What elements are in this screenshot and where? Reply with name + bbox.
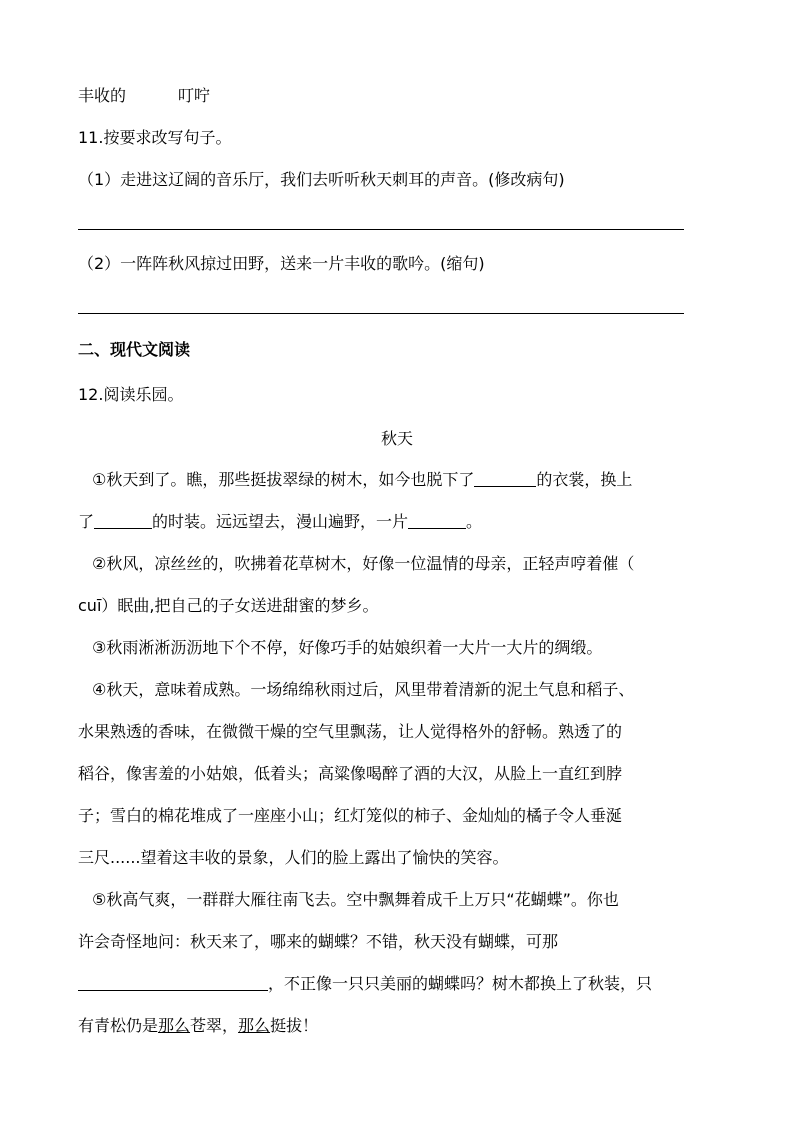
answer-line-1[interactable] (78, 229, 684, 230)
question-11-sentence-2: （2）一阵阵秋风掠过田野，送来一片丰收的歌吟。(缩句) (78, 254, 485, 273)
question-11-sentence-1: （1）走进这辽阔的音乐厅，我们去听听秋天刺耳的声音。(修改病句) (78, 170, 565, 189)
paragraph-1-line-1: ①秋天到了。瞧，那些挺拔翠绿的树木，如今也脱下了 的衣裳，换上 (92, 470, 633, 489)
paragraph-2-line-2: cuī）眠曲,把自己的子女送进甜蜜的梦乡。 (78, 596, 379, 615)
question-11-title: 11.按要求改写句子。 (78, 128, 232, 147)
paragraph-2-line-1: ②秋风，凉丝丝的，吹拂着花草树木，好像一位温情的母亲，正轻声哼着催（ (92, 554, 635, 573)
article-title: 秋天 (380, 429, 413, 448)
fill-blank-1[interactable] (474, 470, 536, 487)
paragraph-3: ③秋雨淅淅沥沥地下个不停，好像巧手的姑娘织着一大片一大片的绸缎。 (92, 638, 603, 657)
underlined-word-1: 那么 (158, 1016, 191, 1035)
paragraph-4-line-5: 三尺......望着这丰收的景象，人们的脸上露出了愉快的笑容。 (78, 848, 509, 867)
fill-blank-2[interactable] (94, 512, 152, 529)
paragraph-1-line-2: 了 的时装。远远望去，漫山遍野，一片 。 (78, 512, 483, 531)
word-pair-row (78, 86, 210, 106)
article-body (78, 470, 718, 1036)
paragraph-4-line-4: 子；雪白的棉花堆成了一座座小山；红灯笼似的柿子、金灿灿的橘子令人垂涎 (78, 806, 623, 825)
fill-blank-4[interactable] (78, 974, 268, 991)
underlined-word-2: 那么 (238, 1016, 271, 1035)
word-fengshoude: 丰收的 (78, 86, 127, 105)
paragraph-5-line-3: ，不正像一只只美丽的蝴蝶吗？树木都换上了秋装，只 (78, 974, 718, 994)
fill-blank-3[interactable] (408, 512, 466, 529)
word-dingning: 叮咛 (178, 86, 211, 105)
paragraph-5-line-4: 有青松仍是那么苍翠，那么挺拔！ (78, 1016, 319, 1035)
section-title: 二、现代文阅读 (78, 340, 191, 359)
answer-line-2[interactable] (78, 313, 684, 314)
paragraph-4-line-1: ④秋天，意味着成熟。一场绵绵秋雨过后，风里带着清新的泥土气息和稻子、 (92, 680, 635, 699)
paragraph-4-line-3: 稻谷，像害羞的小姑娘，低着头；高粱像喝醉了酒的大汉，从脸上一直红到脖 (78, 764, 623, 783)
paragraph-5-line-1: ⑤秋高气爽，一群群大雁往南飞去。空中飘舞着成千上万只“花蝴蝶”。你也 (92, 890, 619, 909)
question-12-title: 12.阅读乐园。 (78, 385, 184, 404)
paragraph-5-line-2: 许会奇怪地问：秋天来了，哪来的蝴蝶？不错，秋天没有蝴蝶，可那 (78, 932, 559, 951)
paragraph-4-line-2: 水果熟透的香味，在微微干燥的空气里飘荡，让人觉得格外的舒畅。熟透了的 (78, 722, 623, 741)
